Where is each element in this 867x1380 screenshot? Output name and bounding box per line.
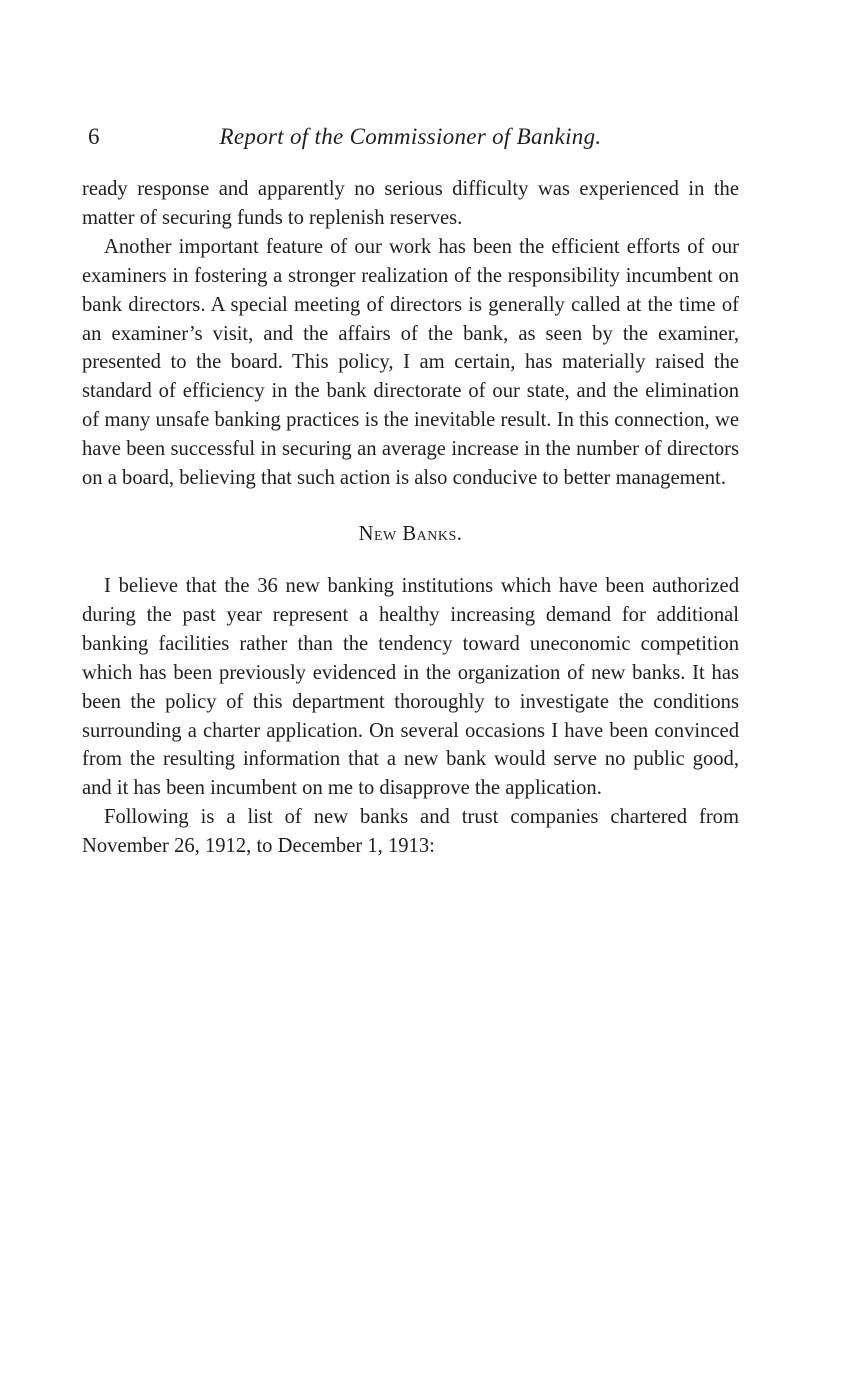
- paragraph-reserves: ready response and apparently no serious difficulty was experienced in the matter of securing funds to replenish reserves.: [82, 178, 739, 229]
- paragraph-examiners: Another important feature of our work has been the efficient efforts of our examiners in fostering a stronger realization of the responsibility incumbent on bank directors. A special meeting of directors is generally called at the time of an examiner’s visit, and the affairs of the bank, as seen by the examiner, presented to the board. This policy, I am certain, has materially raised the standard of efficiency in the bank directorate of our state, and the elimination of many unsafe banking practices is the inevitable result. In this connection, we have been successful in securing an average increase in the number of directors on a board, believing that such action is also conducive to better management.: [82, 235, 739, 490]
- body-text: [82, 175, 739, 861]
- section-heading-new-banks: New Banks.: [358, 522, 463, 545]
- paragraph-new-banks: I believe that the 36 new banking institutions which have been authorized during the past year represent a healthy increasing demand for additional banking facilities rather than the tendency toward uneconomic competition which has been previously evidenced in the organization of new banks. It has been the policy of this department thoroughly to investigate the conditions surrounding a charter application. On several occasions I have been convinced from the resulting information that a new bank would serve no public good, and it has been incumbent on me to disapprove the application.: [82, 574, 739, 800]
- document-page: [82, 0, 739, 1380]
- page-header: [82, 122, 739, 152]
- running-title: Report of the Commissioner of Banking.: [219, 124, 602, 149]
- paragraph-list-intro: Following is a list of new banks and trust companies chartered from November 26, 1912, to December 1, 1913:: [82, 806, 739, 858]
- page-number: 6: [88, 124, 100, 149]
